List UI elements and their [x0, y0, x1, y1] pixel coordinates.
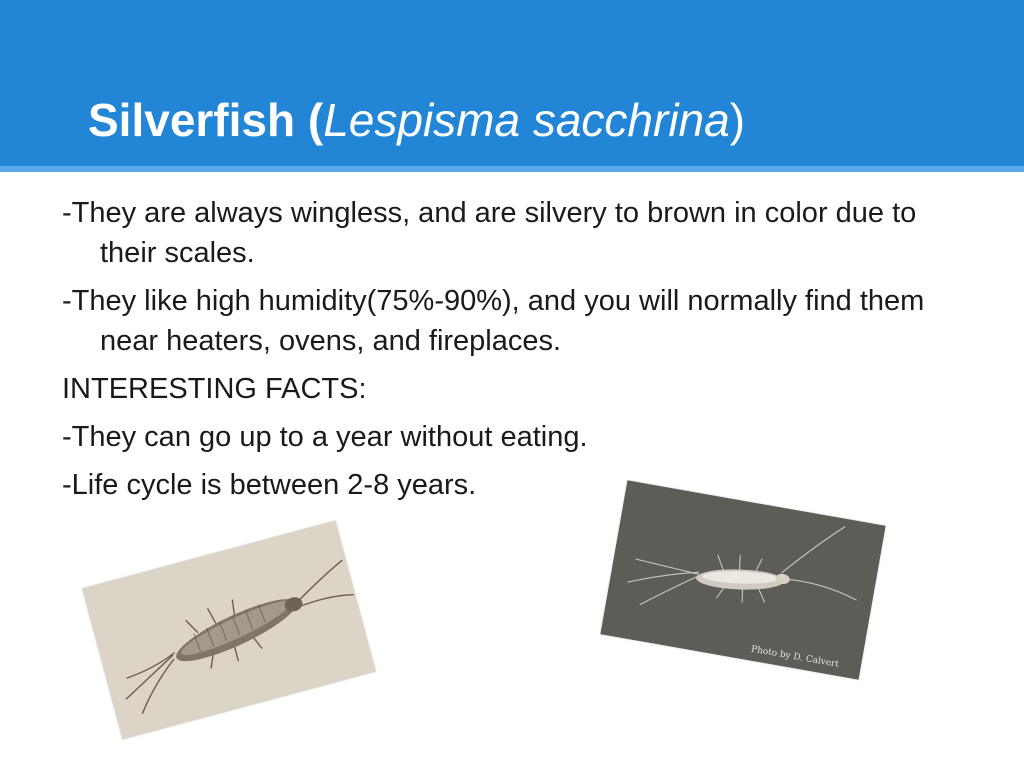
- slide-body: [62, 193, 942, 513]
- title-suffix: ): [729, 94, 746, 146]
- slide-title: [88, 92, 745, 148]
- silverfish-photo-left: [82, 521, 375, 739]
- body-paragraph-humidity: -They like high humidity(75%-90%), and you will normally find them near heaters, ovens, and fireplaces.: [62, 285, 925, 357]
- title-scientific-name: Lespisma sacchrina: [323, 94, 730, 146]
- body-paragraph-eating: -They can go up to a year without eating.: [62, 421, 588, 453]
- body-paragraph-wingless: -They are always wingless, and are silvery to brown in color due to their scales.: [62, 197, 917, 269]
- body-paragraph-facts-heading: INTERESTING FACTS:: [62, 373, 367, 405]
- silverfish-illustration-left: [82, 521, 375, 739]
- title-bar-edge: [0, 166, 1024, 172]
- body-paragraph-life-cycle: -Life cycle is between 2-8 years.: [62, 469, 477, 501]
- title-prefix: Silverfish (: [88, 94, 324, 146]
- photo-credit: Photo by D. Calvert: [750, 644, 840, 670]
